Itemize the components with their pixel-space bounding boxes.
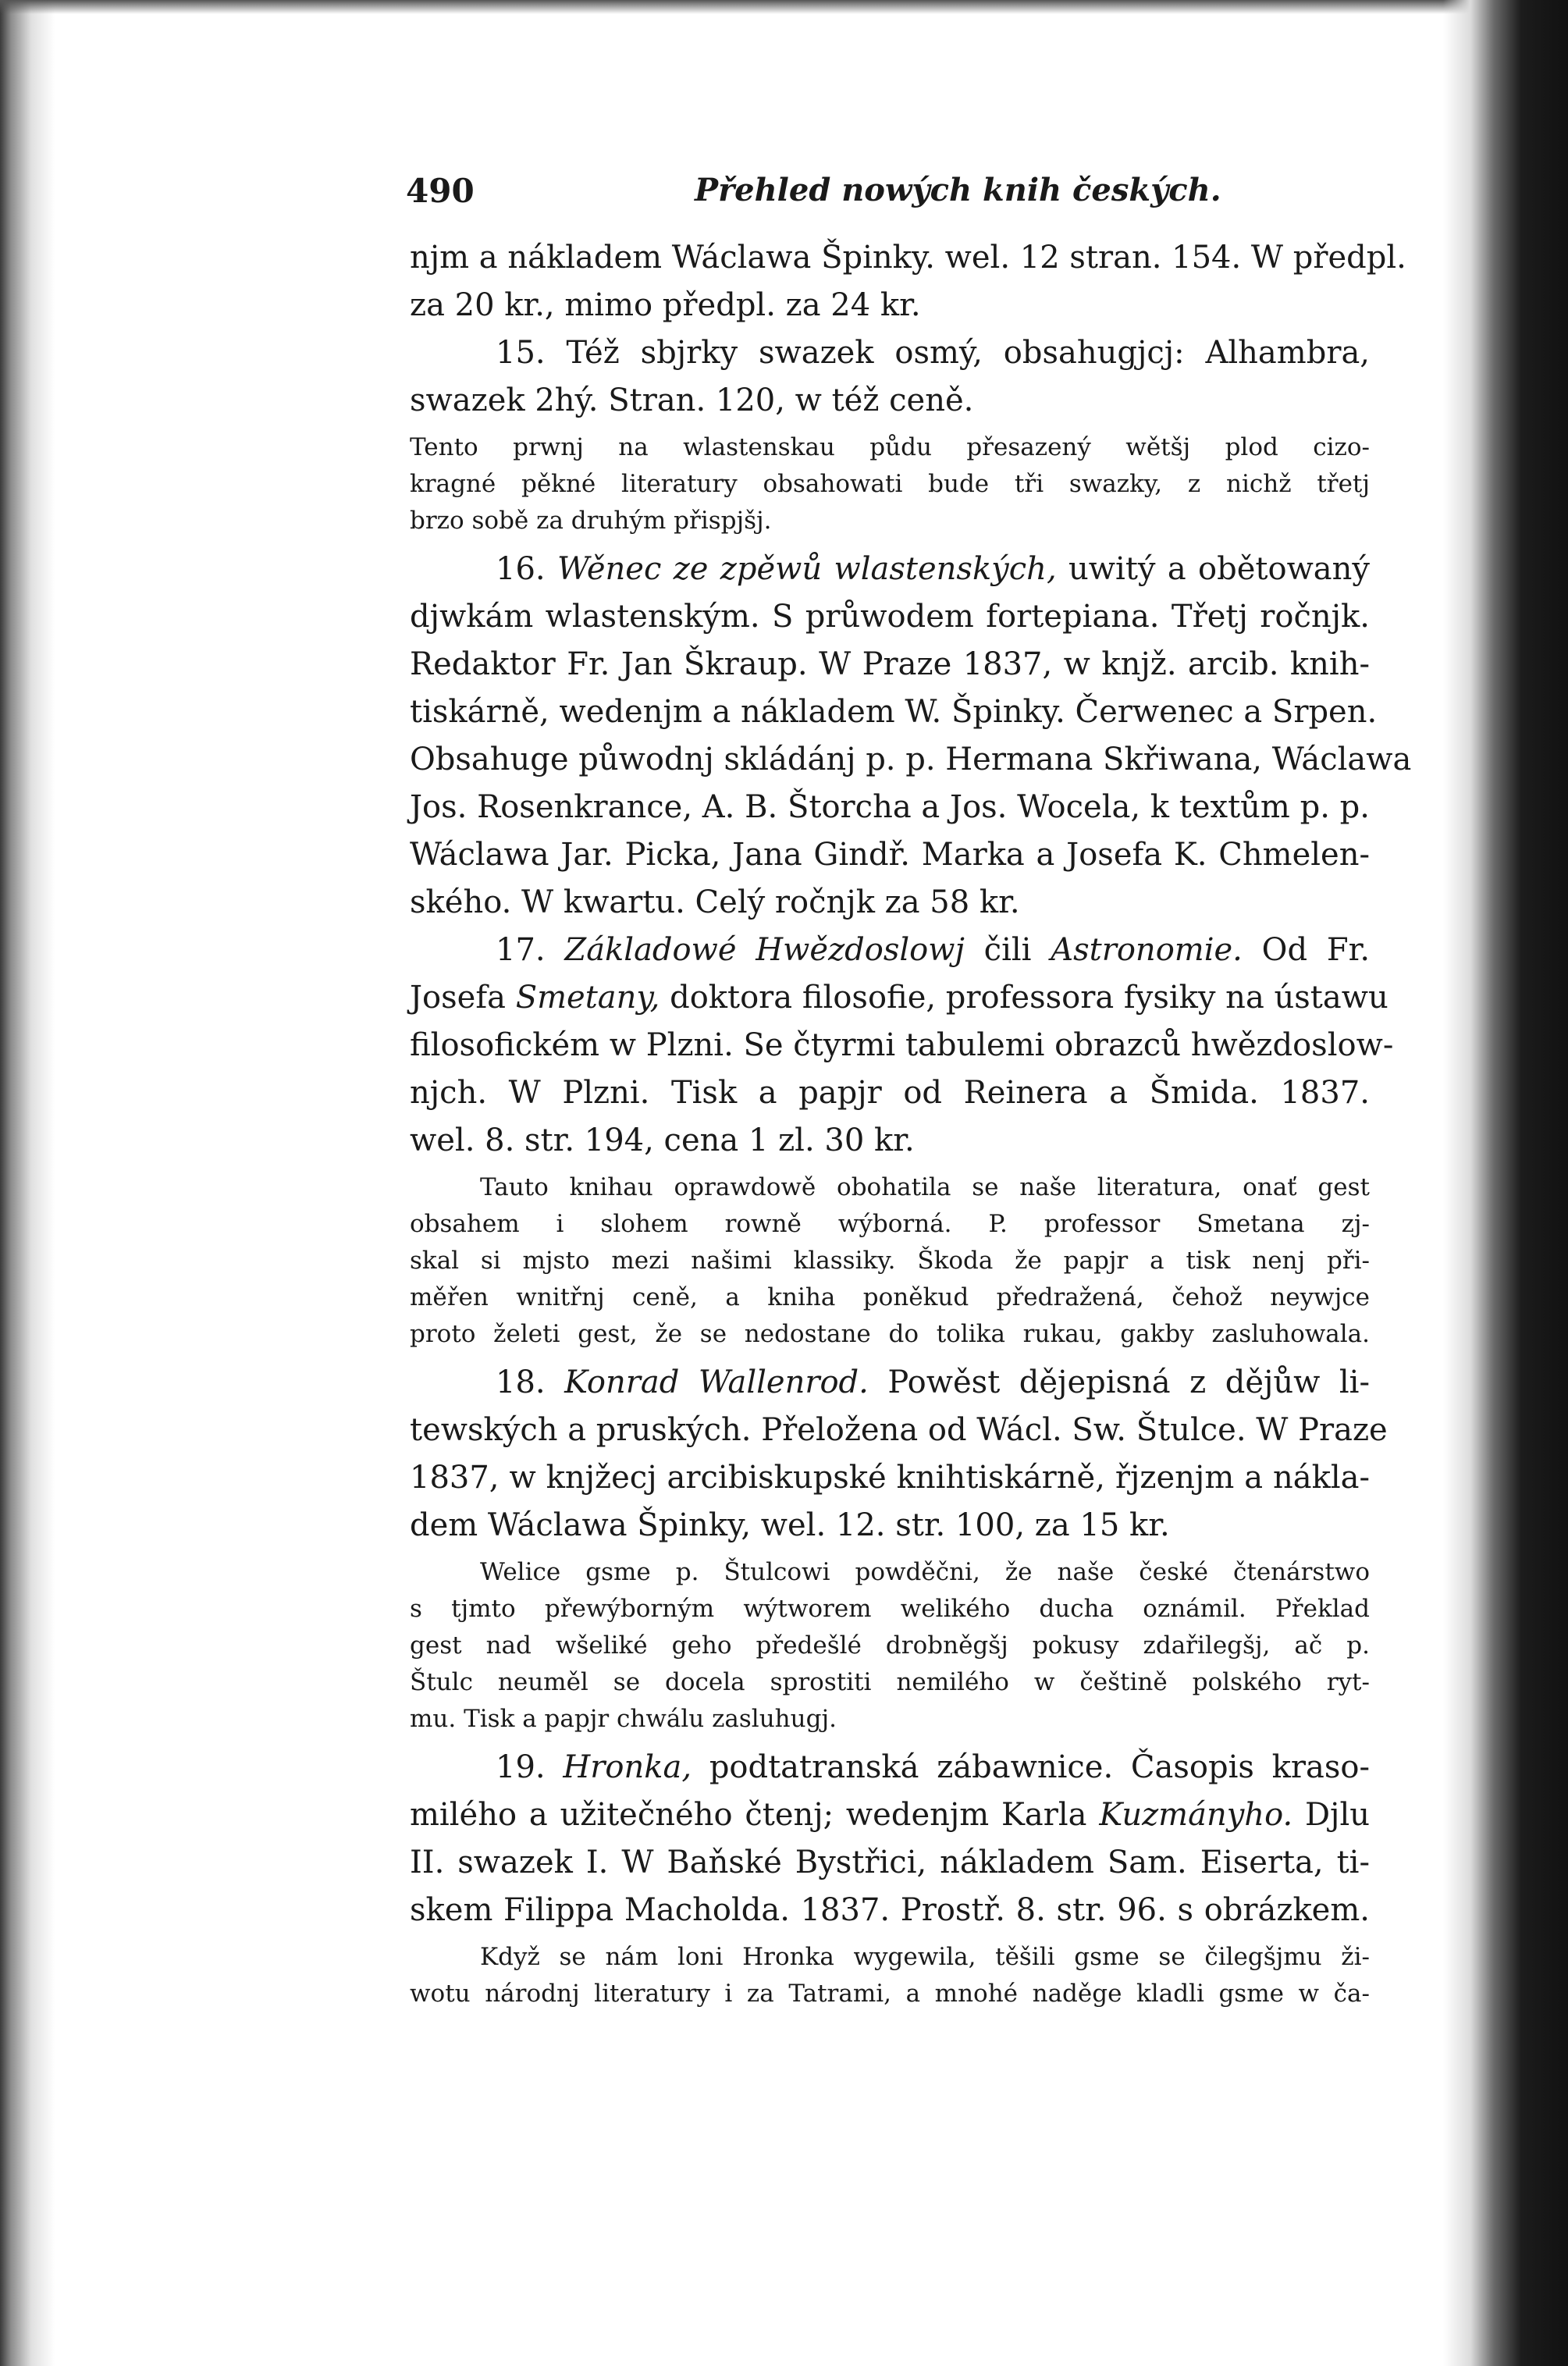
note-line: wotu národnj literatury i za Tatrami, a mnohé naděge kladli gsme w ča- [410, 1980, 1370, 2008]
note-line: proto želeti gest, že se nedostane do tolika rukau, gakby zasluhowala. [410, 1320, 1370, 1348]
text-line: djwkám wlastenským. S průwodem fortepiana. Třetj ročnjk. [410, 599, 1370, 635]
scan-edge-left [0, 0, 55, 2366]
note-line: s tjmto přewýborným wýtworem welikého ducha oznámil. Překlad [410, 1595, 1370, 1623]
note-15 [410, 429, 1370, 539]
text-line: 15. Též sbjrky swazek osmý, obsahugjcj: Alhambra, [496, 335, 1370, 371]
entry-16 [410, 546, 1412, 927]
note-line: Když se nám loni Hronka wygewila, těšili gsme se čilegšjmu ži- [480, 1943, 1370, 1971]
note-line: měřen wnitřnj ceně, a kniha poněkud předražená, čehož neywjce [410, 1283, 1370, 1311]
text-line: 1837, w knjžecj arcibiskupské knihtiskárně, řjzenjm a nákla- [410, 1460, 1370, 1496]
entry-number: 19. [496, 1749, 546, 1785]
entry-number: 16. [496, 551, 546, 587]
text-fragment: Djlu [1304, 1797, 1371, 1833]
note-line: gest nad wšeliké geho předešlé drobněgšj pokusy zdařilegšj, ač p. [410, 1631, 1370, 1660]
note-19 [410, 1939, 1370, 2012]
text-fragment: Josefa [410, 980, 506, 1016]
book-title: Konrad Wallenrod. [564, 1364, 869, 1400]
text-fragment: Od Fr. [1261, 932, 1371, 968]
note-line: skal si mjsto mezi našimi klassiky. Škoda že papjr a tisk nenj při- [410, 1247, 1370, 1275]
entry-14-continuation [410, 234, 1406, 425]
book-title: Hronka, [563, 1749, 692, 1785]
note-line: brzo sobě za druhým přispjšj. [410, 507, 772, 535]
text-line: tewských a pruských. Přeložena od Wácl. Sw. Štulce. W Praze [410, 1412, 1388, 1448]
text-line: wel. 8. str. 194, cena 1 zl. 30 kr. [410, 1123, 915, 1158]
running-title: Přehled nowých knih českých. [695, 172, 1221, 208]
entry-number: 17. [496, 932, 546, 968]
text-line [410, 1791, 1370, 1839]
entry-18 [410, 1359, 1388, 1549]
entry-17 [410, 927, 1394, 1165]
entry-number: 18. [496, 1364, 546, 1400]
text-line [410, 546, 1370, 593]
text-line: njm a nákladem Wáclawa Špinky. wel. 12 stran. 154. W předpl. [410, 240, 1406, 276]
note-line: kragné pěkné literatury obsahowati bude tři swazky, z nichž třetj [410, 470, 1370, 498]
note-17 [410, 1169, 1370, 1353]
note-line: Tauto knihau oprawdowě obohatila se naše literatura, onať gest [480, 1173, 1370, 1201]
author-name: Smetany, [515, 980, 660, 1016]
text-fragment: milého a užitečného čtenj; wedenjm Karla [410, 1797, 1087, 1833]
body-text [410, 234, 1412, 2019]
text-line: Redaktor Fr. Jan Škraup. W Praze 1837, w knjž. arcib. knih- [410, 646, 1370, 682]
note-line: Tento prwnj na wlastenskau půdu přesazený wětšj plod cizo- [410, 433, 1370, 461]
text-line: II. swazek I. W Baňské Bystřici, nákladem Sam. Eiserta, ti- [410, 1845, 1370, 1880]
text-fragment: čili [983, 932, 1032, 968]
note-line: obsahem i slohem rowně wýborná. P. professor Smetana zj- [410, 1210, 1370, 1238]
scan-edge-right [1443, 0, 1568, 2366]
page-header [406, 172, 1389, 219]
text-line: za 20 kr., mimo předpl. za 24 kr. [410, 287, 921, 323]
book-title: Wěnec ze zpěwů wlastenských, [556, 551, 1057, 587]
note-18 [410, 1554, 1370, 1738]
book-title-2: Astronomie. [1051, 932, 1243, 968]
text-fragment: podtatranská zábawnice. Časopis kraso- [709, 1749, 1370, 1785]
text-fragment: doktora filosofie, professora fysiky na ústawu [670, 980, 1388, 1016]
text-line: tiskárně, wedenjm a nákladem W. Špinky. Čerwenec a Srpen. [410, 694, 1378, 730]
text-line: dem Wáclawa Špinky, wel. 12. str. 100, za 15 kr. [410, 1507, 1170, 1543]
text-line: ského. W kwartu. Celý ročnjk za 58 kr. [410, 884, 1020, 920]
text-line: swazek 2hý. Stran. 120, w též ceně. [410, 382, 974, 418]
book-title: Základowé Hwězdoslowj [564, 932, 965, 968]
note-line: Welice gsme p. Štulcowi powděčni, že naše české čtenárstwo [480, 1558, 1370, 1586]
text-line: njch. W Plzni. Tisk a papjr od Reinera a Šmida. 1837. [410, 1075, 1370, 1111]
text-line [410, 974, 1388, 1022]
text-line: Jos. Rosenkrance, A. B. Štorcha a Jos. Wocela, k textům p. p. [410, 789, 1370, 825]
text-line [410, 1744, 1370, 1791]
text-line [410, 1359, 1370, 1407]
text-fragment: Powěst dějepisná z dějůw li- [887, 1364, 1370, 1400]
text-line: filosofickém w Plzni. Se čtyrmi tabulemi obrazců hwězdoslow- [410, 1027, 1394, 1063]
text-line: Obsahuge půwodnj skládánj p. p. Hermana Skřiwana, Wáclawa [410, 742, 1412, 777]
note-line: mu. Tisk a papjr chwálu zasluhugj. [410, 1705, 837, 1733]
entry-19 [410, 1744, 1370, 1934]
author-name: Kuzmányho. [1099, 1797, 1293, 1833]
text-line: Wáclawa Jar. Picka, Jana Gindř. Marka a Josefa K. Chmelen- [410, 837, 1370, 873]
text-fragment: uwitý a obětowaný [1068, 551, 1371, 587]
note-line: Štulc neuměl se docela sprostiti nemilého w češtině polského ryt- [410, 1668, 1370, 1696]
page-number: 490 [406, 172, 475, 210]
text-line: skem Filippa Macholda. 1837. Prostř. 8. str. 96. s obrázkem. [410, 1892, 1370, 1928]
text-line [410, 927, 1370, 974]
scan-edge-top [0, 0, 1568, 14]
